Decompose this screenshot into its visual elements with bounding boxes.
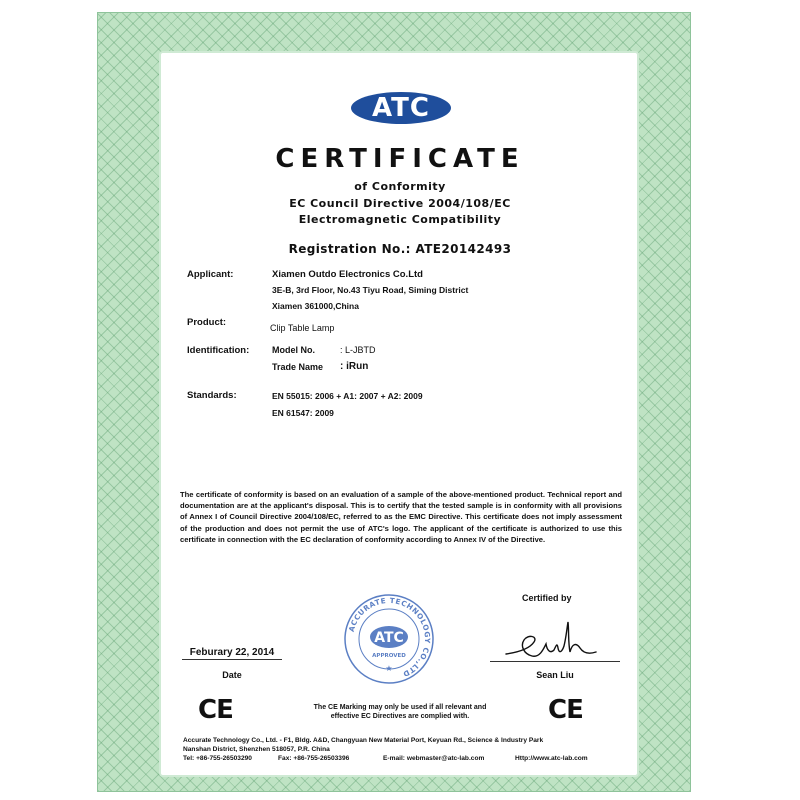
ce-note-line-2: effective EC Directives are complied with. [330, 713, 470, 720]
signer-name: Sean Liu [536, 670, 574, 680]
footer-tel: Tel: +86-755-26503290 [183, 755, 252, 762]
footer-address-2: Nanshan District, Shenzhen 518057, P.R. China [183, 746, 330, 753]
trade-value: : iRun [340, 361, 369, 372]
signature-mark [500, 618, 600, 664]
date-underline [182, 659, 282, 660]
ce-note-line-1: The CE Marking may only be used if all relevant and [313, 704, 487, 711]
product-label: Product: [187, 317, 227, 328]
of-conformity: of Conformity [354, 180, 446, 193]
footer-email: E-mail: webmaster@atc-lab.com [383, 755, 485, 762]
stamp-center-text: ATC [374, 630, 404, 646]
applicant-address-2: Xiamen 361000,China [272, 301, 359, 311]
stamp-ring-text: ACCURATE TECHNOLOGY CO.,LTD [346, 595, 433, 679]
footer-fax: Fax: +86-755-26503396 [278, 755, 350, 762]
date-value: Feburary 22, 2014 [189, 647, 275, 658]
stamp-approved-text: APPROVED [372, 653, 406, 659]
footer-address-1: Accurate Technology Co., Ltd. - F1, Bldg. A&D, Changyuan New Material Port, Keyuan Rd., Science & Industry Park [183, 737, 544, 744]
applicant-name: Xiamen Outdo Electronics Co.Ltd [272, 269, 423, 280]
identification-label: Identification: [187, 345, 250, 356]
signature-underline [490, 661, 620, 662]
compatibility-line: Electromagnetic Compatibility [298, 213, 502, 226]
standard-1: EN 55015: 2006 + A1: 2007 + A2: 2009 [272, 391, 423, 401]
applicant-address-1: 3E-B, 3rd Floor, No.43 Tiyu Road, Siming District [272, 285, 469, 295]
certified-by: Certified by [522, 593, 572, 603]
trade-label: Trade Name [272, 362, 324, 372]
standard-2: EN 61547: 2009 [272, 408, 334, 418]
date-label: Date [222, 670, 242, 680]
certificate-title: CERTIFICATE [275, 144, 525, 174]
registration-number: Registration No.: ATE20142493 [288, 242, 512, 256]
stamp-star-icon: ★ [385, 664, 393, 673]
model-label: Model No. [272, 345, 315, 355]
model-value: : L-JBTD [340, 345, 376, 355]
ce-mark-left: CE [198, 695, 233, 725]
product-value: Clip Table Lamp [270, 323, 335, 333]
ce-note [300, 703, 500, 721]
applicant-label: Applicant: [187, 269, 234, 280]
atc-approval-stamp [343, 593, 435, 685]
ce-mark-right: CE [548, 695, 583, 725]
standards-label: Standards: [187, 390, 237, 401]
atc-logo: ATC [351, 92, 451, 124]
directive-line: EC Council Directive 2004/108/EC [289, 197, 511, 210]
footer-web: Http://www.atc-lab.com [515, 755, 588, 762]
conformity-statement: The certificate of conformity is based on an evaluation of a sample of the above-mentioned product. Technical report and documentation are at the applicant's disposal. This is to certify that the tested sample is in conformity with all provisions of Annex I of Council Directive 2004/108/EC, referred to as the EMC Directive. This certificate does not imply assessment of the production and does not permit the use of ATC's logo. The applicant of the certificate is authorized to use this certificate in connection with the EC declaration of conformity according to Annex IV of the Directive. [180, 490, 622, 544]
